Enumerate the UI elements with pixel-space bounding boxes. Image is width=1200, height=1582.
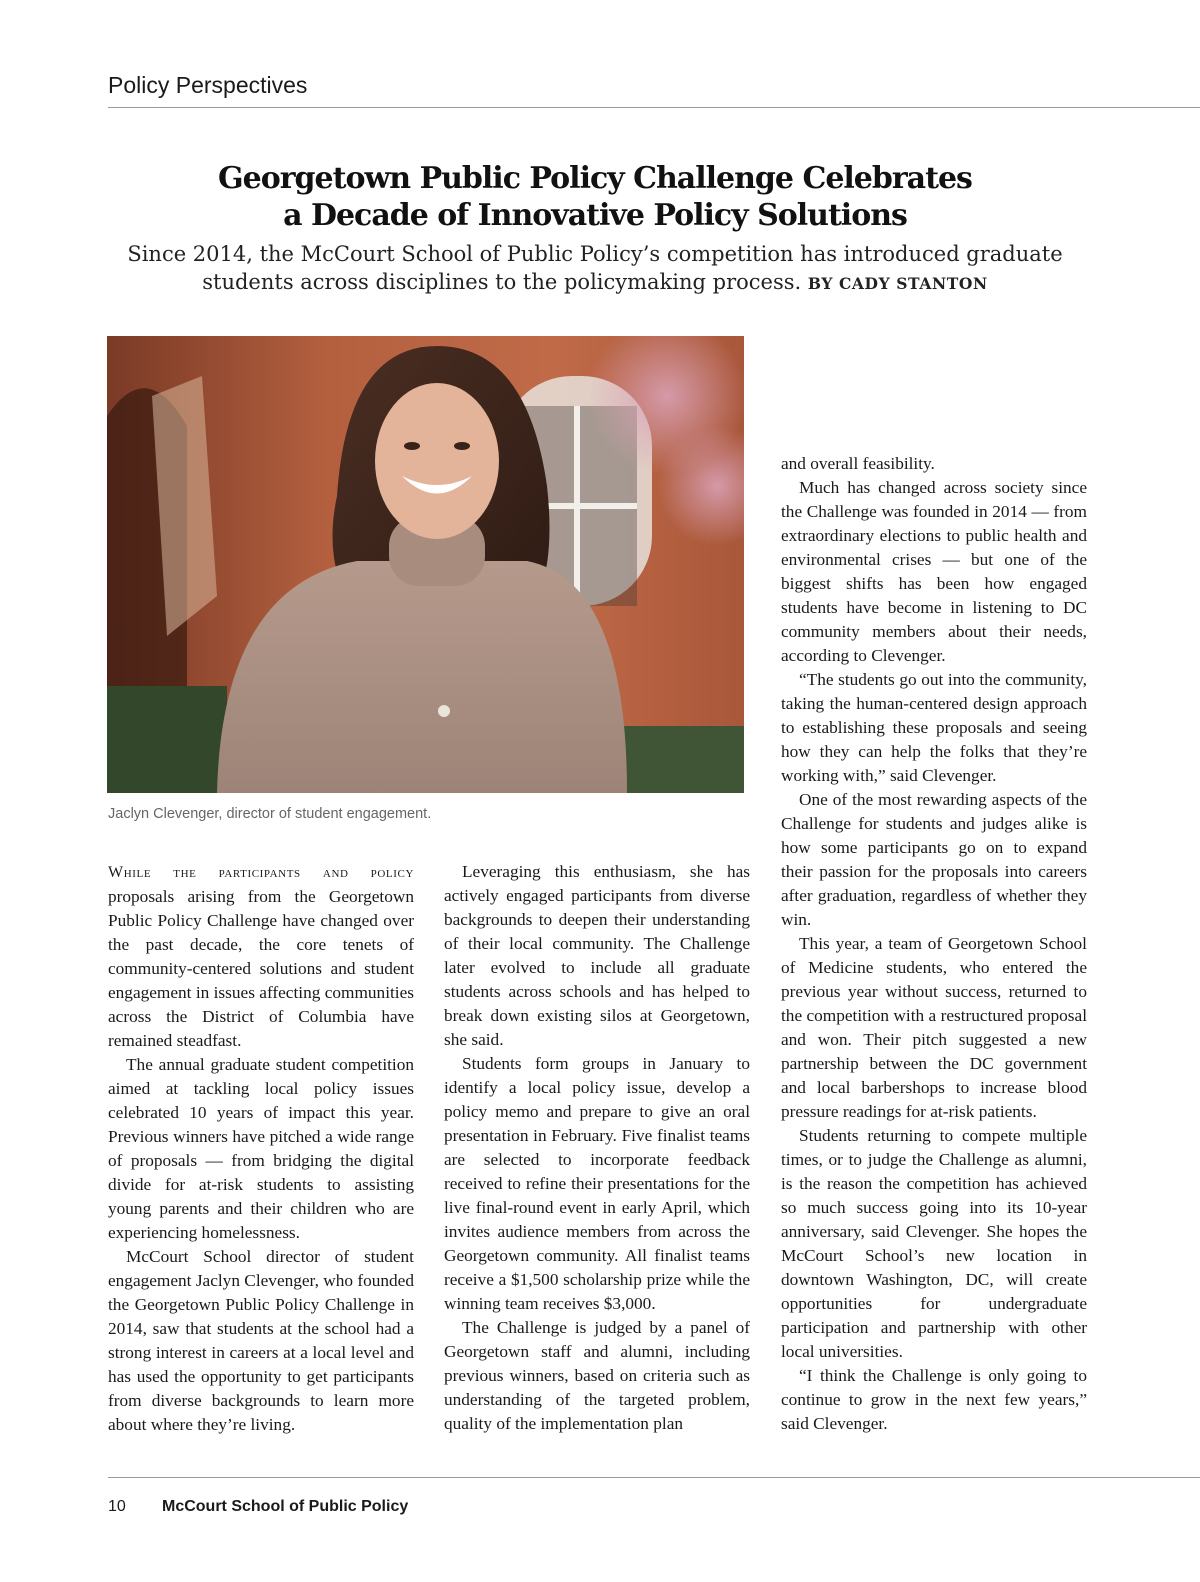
paragraph-1-text: proposals arising from the Georgetown Public Policy Challenge have changed over the past decade, the core tenets of community-centered solutions and student engagement in issues affecting communities across the District of Columbia have remained steadfast.	[108, 887, 414, 1050]
deck-line-2	[100, 268, 1090, 298]
paragraph-12: “I think the Challenge is only going to continue to grow in the next few years,” said Clevenger.	[781, 1366, 1087, 1433]
page-number: 10	[108, 1498, 126, 1515]
paragraph-10: This year, a team of Georgetown School of Medicine students, who entered the previous year without success, returned to the competition with a restructured proposal and won. Their pitch suggested a new partnership between the DC government and local barbershops to increase blood pressure readings for at-risk patients.	[781, 934, 1087, 1121]
portrait-photo	[107, 336, 744, 793]
paragraph-9: One of the most rewarding aspects of the Challenge for students and judges alike is how some participants go on to expand their passion for the proposals into careers after graduation, regardless of whether they win.	[781, 790, 1087, 929]
article-column-2	[444, 860, 750, 1436]
byline: BY CADY STANTON	[807, 274, 988, 293]
paragraph-8: “The students go out into the community, taking the human-centered design approach to establishing these proposals and seeing how they can help the folks that they’re working with,” said Clevenger.	[781, 670, 1087, 785]
footer-rule	[108, 1477, 1200, 1478]
paragraph-6-continued: and overall feasibility.	[781, 454, 935, 473]
headline-line-1: Georgetown Public Policy Challenge Celebrates	[218, 161, 972, 196]
portrait-illustration	[107, 336, 744, 793]
article-headline	[100, 160, 1090, 234]
paragraph-5: Students form groups in January to identify a local policy issue, develop a policy memo and prepare to give an oral presentation in February. Five finalist teams are selected to incorporate feedback received to refine their presentations for the live final-round event in early April, which invites audience members from across the Georgetown community. All finalist teams receive a $1,500 scholarship prize while the winning team receives $3,000.	[444, 1054, 750, 1313]
article-column-1	[108, 860, 414, 1437]
header-rule	[108, 107, 1200, 108]
article-column-3	[781, 452, 1087, 1436]
article-deck	[100, 240, 1090, 298]
lead-in: While the participants and policy	[108, 864, 414, 881]
paragraph-4: Leveraging this enthusiasm, she has actively engaged participants from diverse backgrounds to deepen their understanding of their local community. The Challenge later evolved to include all graduate students across schools and has helped to break down existing silos at Georgetown, she said.	[444, 862, 750, 1049]
deck-line-2-text: students across disciplines to the policymaking process.	[202, 270, 802, 294]
paragraph-6: The Challenge is judged by a panel of Georgetown staff and alumni, including previous winners, based on criteria such as understanding of the targeted problem, quality of the implementation plan	[444, 1318, 750, 1433]
publication-name: McCourt School of Public Policy	[162, 1498, 409, 1515]
paragraph-2: The annual graduate student competition aimed at tackling local policy issues celebrated 10 years of impact this year. Previous winners have pitched a wide range of proposals — from bridging the digital divide for at-risk students to assisting young parents and their children who are experiencing homelessness.	[108, 1055, 414, 1242]
paragraph-1	[108, 860, 414, 1053]
headline-line-2: a Decade of Innovative Policy Solutions	[283, 198, 907, 233]
section-label: Policy Perspectives	[108, 72, 308, 98]
paragraph-3: McCourt School director of student engagement Jaclyn Clevenger, who founded the Georgetown Public Policy Challenge in 2014, saw that students at the school had a strong interest in careers at a local level and has used the opportunity to get participants from diverse backgrounds to learn more about where they’re living.	[108, 1247, 414, 1434]
deck-line-1: Since 2014, the McCourt School of Public Policy’s competition has introduced graduate	[127, 242, 1063, 266]
paragraph-7: Much has changed across society since the Challenge was founded in 2014 — from extraordinary elections to public health and environmental crises — but one of the biggest shifts has been how engaged students have become in listening to DC community members about their needs, according to Clevenger.	[781, 478, 1087, 665]
paragraph-11: Students returning to compete multiple times, or to judge the Challenge as alumni, is the reason the competition has achieved so much success going into its 10-year anniversary, said Clevenger. She hopes the McCourt School’s new location in downtown Washington, DC, will create opportunities for undergraduate participation and partnership with other local universities.	[781, 1126, 1087, 1361]
photo-caption: Jaclyn Clevenger, director of student engagement.	[108, 806, 432, 822]
